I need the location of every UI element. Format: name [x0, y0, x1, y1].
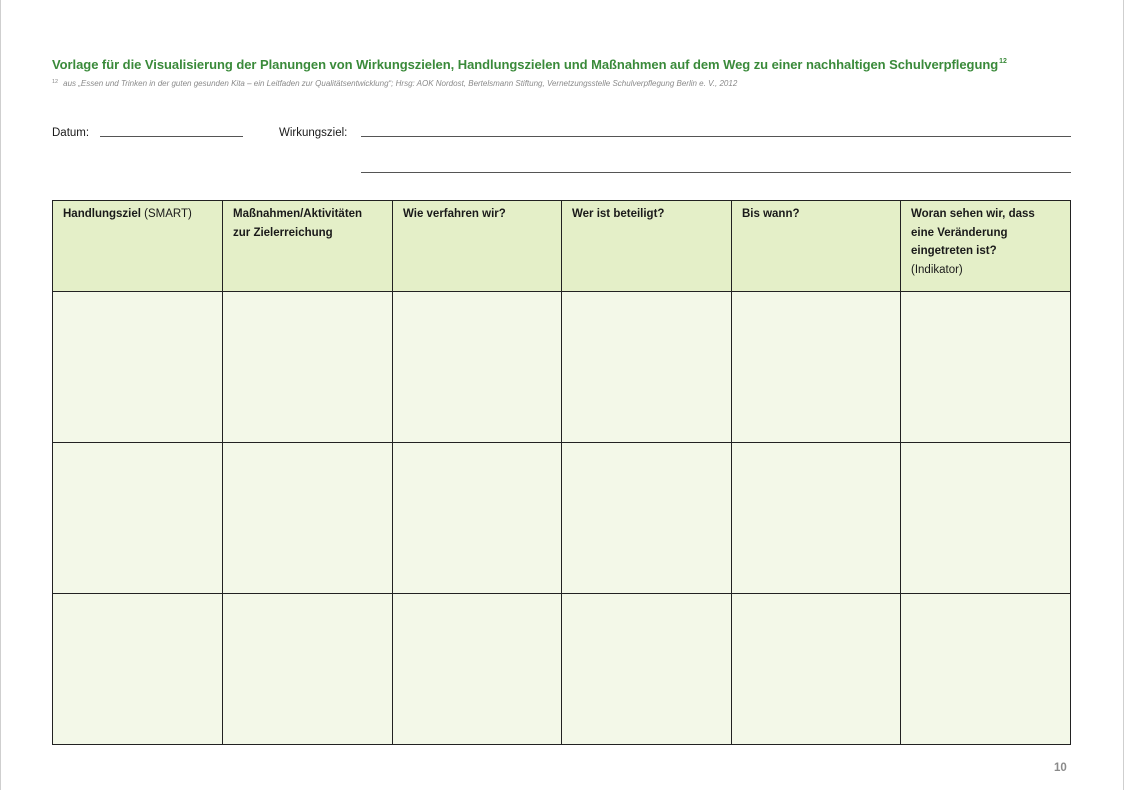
page-edge-right: [1123, 0, 1124, 790]
wirkungsziel-field-line-2[interactable]: [361, 172, 1071, 173]
table-header-row: [53, 201, 1071, 292]
table-row: [53, 594, 1071, 745]
header-massnahmen: [223, 201, 393, 292]
table-cell[interactable]: [562, 594, 732, 745]
planning-table: [52, 200, 1071, 745]
header-wie-verfahren-bold: Wie verfahren wir?: [403, 208, 506, 220]
header-bis-wann-bold: Bis wann?: [742, 208, 800, 220]
table-cell[interactable]: [53, 594, 223, 745]
table-cell[interactable]: [732, 594, 901, 745]
header-handlungsziel: [53, 201, 223, 292]
table-cell[interactable]: [901, 594, 1071, 745]
wirkungsziel-label: Wirkungsziel:: [279, 127, 348, 139]
header-indikator: [901, 201, 1071, 292]
header-wie-verfahren: [393, 201, 562, 292]
title-footnote-mark: 12: [999, 58, 1007, 65]
table-cell[interactable]: [562, 292, 732, 443]
table-cell[interactable]: [901, 292, 1071, 443]
footnote-mark: 12: [52, 79, 59, 85]
table-cell[interactable]: [53, 292, 223, 443]
page-title: [52, 57, 1092, 72]
header-handlungsziel-bold: Handlungsziel: [63, 208, 141, 220]
table-row: [53, 443, 1071, 594]
table-cell[interactable]: [223, 594, 393, 745]
page-number: 10: [1054, 762, 1067, 774]
header-handlungsziel-suffix: (SMART): [140, 208, 192, 220]
table-cell[interactable]: [732, 443, 901, 594]
wirkungsziel-field-line-1[interactable]: [361, 136, 1071, 137]
table-cell[interactable]: [223, 292, 393, 443]
header-wer-beteiligt: [562, 201, 732, 292]
table-row: [53, 292, 1071, 443]
table-cell[interactable]: [732, 292, 901, 443]
table-cell[interactable]: [393, 292, 562, 443]
page-title-text: Vorlage für die Visualisierung der Planungen von Wirkungszielen, Handlungszielen und Maßnahmen auf dem Weg zu einer nachhaltigen Schulverpflegung: [52, 57, 999, 72]
table-cell[interactable]: [562, 443, 732, 594]
datum-label: Datum:: [52, 127, 90, 139]
header-massnahmen-bold: Maßnahmen/Aktivitäten zur Zielerreichung: [233, 208, 363, 239]
header-indikator-suffix: (Indikator): [911, 263, 963, 276]
footnote-text: aus „Essen und Trinken in der guten gesunden Kita – ein Leitfaden zur Qualitätsentwicklung“; Hrsg: AOK Nordost, Bertelsmann Stiftung, Vernetzungsstelle Schulverpflegung Berlin e. V., 2012: [63, 79, 738, 88]
table-cell[interactable]: [393, 443, 562, 594]
header-indikator-bold: Woran sehen wir, dass eine Veränderung eingetreten ist?: [911, 208, 1035, 257]
header-wer-beteiligt-bold: Wer ist beteiligt?: [572, 208, 665, 220]
header-bis-wann: [732, 201, 901, 292]
table-cell[interactable]: [393, 594, 562, 745]
table-cell[interactable]: [223, 443, 393, 594]
page-edge-left: [0, 0, 1, 790]
table-cell[interactable]: [53, 443, 223, 594]
datum-field[interactable]: [100, 136, 243, 137]
table-cell[interactable]: [901, 443, 1071, 594]
footnote: [52, 79, 737, 88]
